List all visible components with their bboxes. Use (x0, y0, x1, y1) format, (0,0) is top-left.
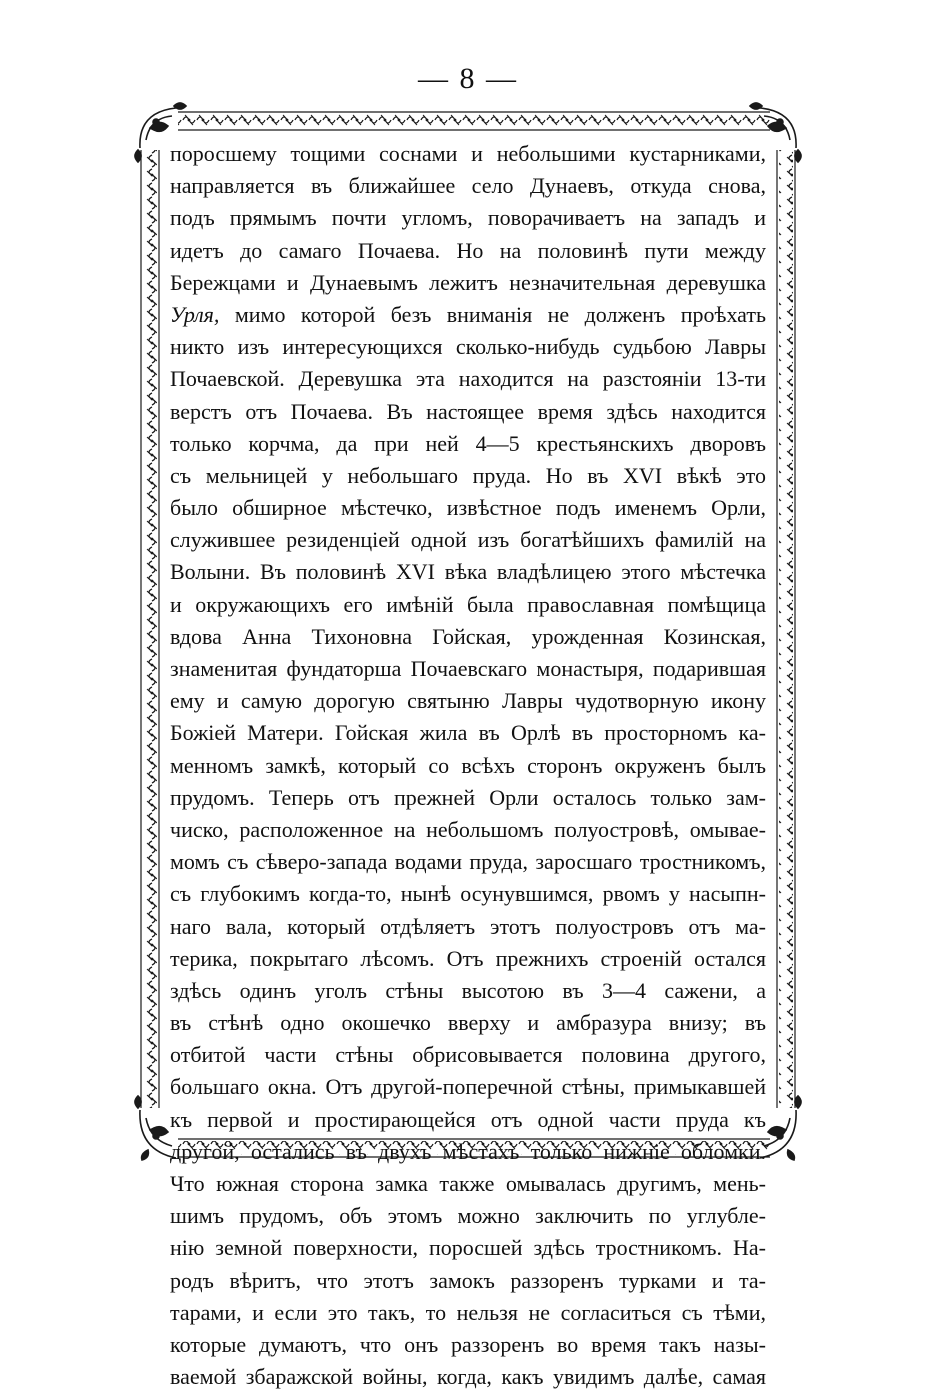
text-line: подъ прямымъ почти угломъ, поворачиваетъ на западъ и (170, 205, 766, 231)
text-line: прудомъ. Теперь отъ прежней Орли осталось только зам- (170, 784, 766, 810)
body-text (170, 138, 766, 1393)
top-border (178, 112, 770, 130)
text-line: терика, покрытаго лѣсомъ. Отъ прежнихъ строеній остался (170, 945, 766, 971)
text-line: верстъ отъ Почаева. Въ настоящее время здѣсь находится (170, 398, 766, 424)
text-line: поросшему тощими соснами и небольшими кустарниками, (170, 141, 766, 166)
text-line-rest: мимо которой безъ вниманія не долженъ проѣхать (234, 301, 767, 327)
italic-village-name: Урля, (170, 301, 220, 327)
text-line: только корчма, да при ней 4—5 крестьянскихъ дворовъ (170, 430, 766, 456)
text-line: съ мельницей у небольшаго пруда. Но въ XVI вѣкѣ это (170, 462, 766, 488)
text-line: было обширное мѣстечко, извѣстное подъ именемъ Орли, (170, 495, 766, 521)
text-line: Божіей Матери. Гойская жила въ Орлѣ въ просторномъ ка- (170, 720, 766, 746)
text-line: наго вала, который отдѣляетъ этотъ полуостровъ отъ ма- (170, 913, 766, 939)
text-line: въ стѣнѣ одно окошечко вверху и амбразура внизу; въ (170, 1010, 766, 1036)
text-line: Почаевской. Деревушка эта находится на разстояніи 13-ти (170, 366, 766, 392)
text-line: чиско, расположенное на небольшомъ полуостровѣ, омывае- (170, 816, 766, 842)
text-line: направляется въ ближайшее село Дунаевъ, откуда снова, (170, 173, 766, 199)
text-line: вдова Анна Тихоновна Гойская, урожденная Козинская, (170, 623, 766, 649)
text-line: Что южная сторона замка также омывалась другимъ, мень- (170, 1171, 766, 1196)
text-line: къ первой и простирающейся отъ одной части пруда къ (170, 1106, 766, 1132)
text-line: родъ вѣритъ, что этотъ замокъ раззоренъ турками и та- (170, 1267, 766, 1293)
text-line: ему и самую дорогую святыню Лавры чудотворную икону (170, 688, 766, 714)
text-line: другой, остались въ двухъ мѣстахъ только нижніе обломки. (170, 1138, 766, 1164)
text-line-with-italic (170, 299, 766, 331)
right-border (777, 150, 795, 1108)
text-line: тарами, и если это такъ, то нельзя не согласиться съ тѣми, (170, 1299, 766, 1325)
text-line: большаго окна. Отъ другой-поперечной стѣны, примыкавшей (170, 1074, 766, 1100)
text-line: которые думаютъ, что онъ раззоренъ во время такъ назы- (170, 1331, 766, 1357)
page-number: — 8 — (418, 62, 518, 95)
text-line: менномъ замкѣ, который со всѣхъ сторонъ окруженъ былъ (170, 752, 766, 778)
text-line: и окружающихъ его имѣній была православная помѣщица (170, 591, 766, 617)
text-line: Бережцами и Дунаевымъ лежитъ незначительная деревушка (170, 269, 766, 295)
text-line: идетъ до самаго Почаева. Но на половинѣ пути между (170, 237, 766, 263)
text-line: знаменитая фундаторша Почаевскаго монастыря, подарившая (170, 656, 766, 681)
text-line: нію земной поверхности, поросшей здѣсь тростникомъ. На- (170, 1235, 766, 1261)
text-line: здѣсь одинъ уголъ стѣны высотою въ 3—4 сажени, а (170, 977, 766, 1003)
text-line: Волыни. Въ половинѣ XVI вѣка владѣлицею этого мѣстечка (170, 559, 766, 585)
text-line: служившее резиденціей одной изъ богатѣйшихъ фамилій на (170, 527, 766, 553)
text-line: отбитой части стѣны обрисовывается половина другого, (170, 1042, 766, 1068)
left-border (141, 150, 159, 1108)
text-line: ваемой збаражской войны, когда, какъ увидимъ далѣе, самая (170, 1364, 766, 1390)
text-line: съ глубокимъ когда-то, нынѣ осунувшимся, рвомъ у насыпн- (170, 881, 766, 907)
text-line: никто изъ интересующихся сколько-нибудь судьбою Лавры (170, 334, 766, 360)
text-line: момъ съ сѣверо-запада водами пруда, заросшаго тростникомъ, (170, 849, 766, 875)
text-line: шимъ прудомъ, объ этомъ можно заключить по углубле- (170, 1203, 766, 1229)
